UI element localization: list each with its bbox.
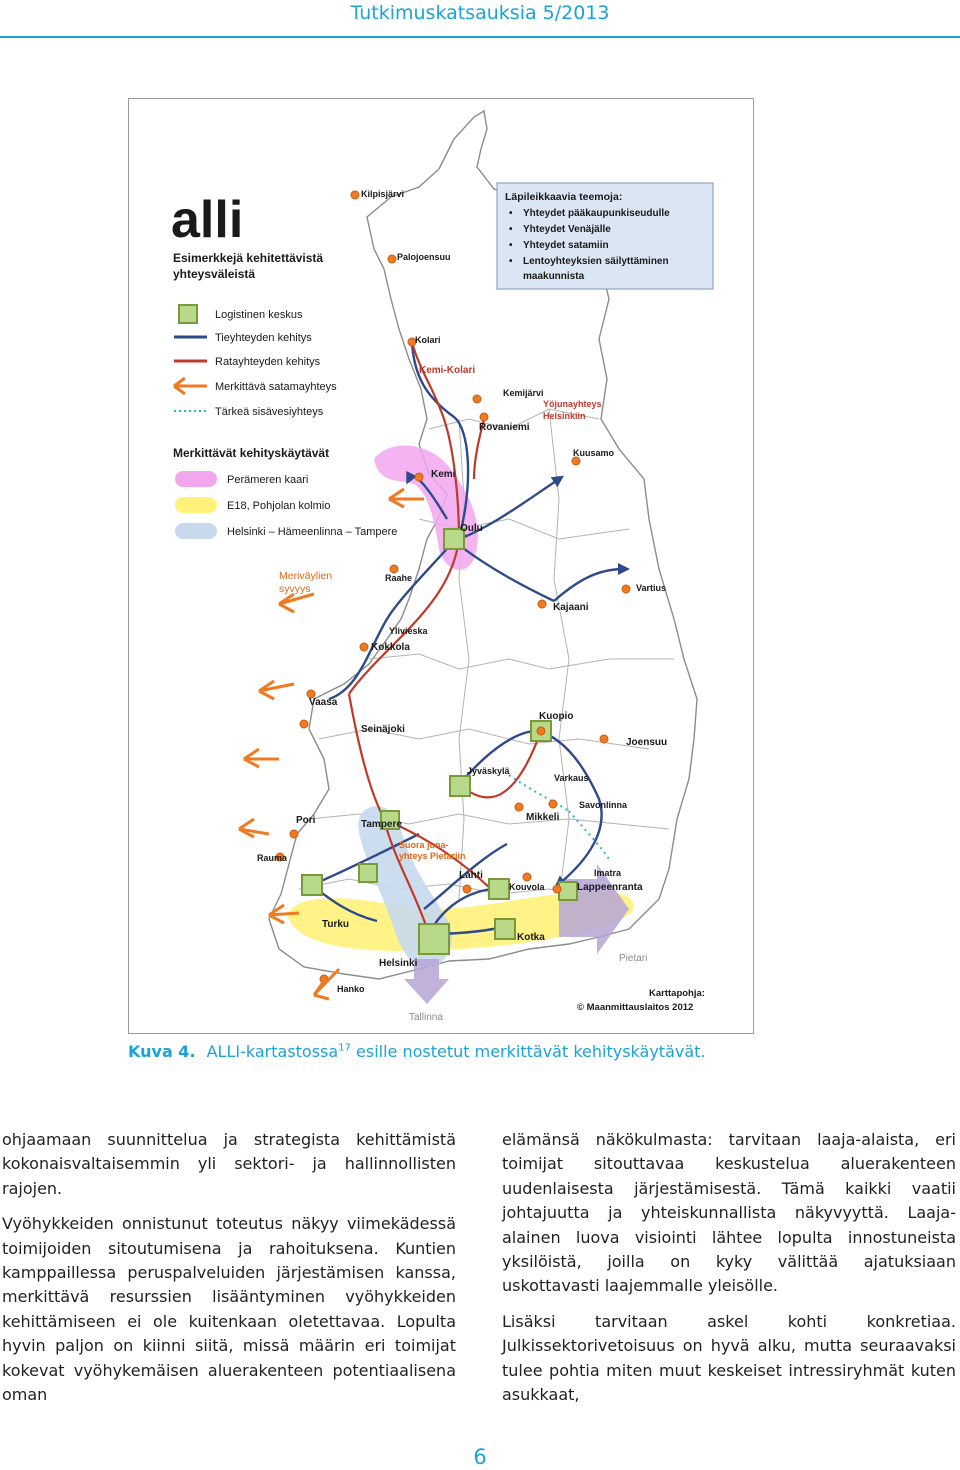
place-label: Kemijärvi xyxy=(503,388,544,398)
place-label: Tallinna xyxy=(409,1012,443,1023)
place-label: Kemi-Kolari xyxy=(419,365,476,376)
place-label: Suora juna- xyxy=(399,840,449,850)
map-credit-line1: Karttapohja: xyxy=(649,988,705,999)
place-label: Imatra xyxy=(594,868,622,878)
corridor-label-hhl: Helsinki – Hämeenlinna – Tampere xyxy=(227,526,398,538)
place-label: Kajaani xyxy=(553,602,589,613)
place-label: Kilpisjärvi xyxy=(361,189,405,199)
crosscutting-item: maakunnista xyxy=(523,271,585,282)
place-label: Pietari xyxy=(619,953,648,964)
place-label: Seinäjoki xyxy=(361,724,405,735)
map-subtitle-line2: yhteysväleistä xyxy=(173,267,256,281)
crosscutting-item: Lentoyhteyksien säilyttäminen xyxy=(523,256,669,267)
crosscutting-bullet: • xyxy=(509,256,513,267)
fairway-depth-label-1: Meriväylien xyxy=(279,570,333,582)
place-label: Kuopio xyxy=(539,711,574,722)
alli-map-figure xyxy=(128,98,754,1034)
place-label: Lahti xyxy=(459,870,483,881)
running-header: Tutkimuskatsauksia 5/2013 xyxy=(350,2,610,24)
place-label: Kokkola xyxy=(371,642,410,653)
place-label: Rovaniemi xyxy=(479,422,530,433)
place-label: Mikkeli xyxy=(526,812,560,823)
place-label: Kuusamo xyxy=(573,448,615,458)
crosscutting-item: Yhteydet satamiin xyxy=(523,240,609,251)
body-paragraph: Lisäksi tarvitaan askel kohti konkretiaa. Julkissektorivetoisuus on hyvä alku, mutta seuraavaksi tulee pohtia miten muut keskeiset intressiryhmät kuten asukkaat, xyxy=(502,1311,956,1405)
place-label: Ylivieska xyxy=(389,626,428,636)
place-label: Kouvola xyxy=(509,882,545,892)
place-label: Hanko xyxy=(337,984,365,994)
body-paragraph: elämänsä näkökulmasta: tarvitaan laaja-alaista, eri toimijat sitouttavaa keskustelua aluerakenteen uudenlaisesta järjestämisestä. Tämä kaikki vaatii johtajuutta ja yhteiskunnallista näkyvyyttä. Laaja-alainen luova visiointi lähtee lopulta innostuneista yksilöistä, joilla on kyky välittää ajatuksiaan uskottavasti laajemmalle yleisölle. xyxy=(502,1130,956,1296)
corridor-label-e18: E18, Pohjolan kolmio xyxy=(227,500,331,512)
port-arrow-icon xyxy=(174,378,207,394)
body-paragraph: ohjaamaan suunnittelua ja strategista kehittämistä kokonaisvaltaisemmin yli sektori- ja hallinnollisten rajojen. xyxy=(2,1130,456,1198)
crosscutting-bullet: • xyxy=(509,208,513,219)
corridor-label-peramere: Perämeren kaari xyxy=(227,474,309,486)
place-label: Kotka xyxy=(517,932,545,943)
map-credit-line2: © Maanmittauslaitos 2012 xyxy=(577,1002,694,1013)
body-paragraph: Vyöhykkeiden onnistunut toteutus näkyy viimekädessä toimijoiden sitoutumisena ja rahoituksena. Kuntien kamppaillessa peruspalveluiden järjestämisen kanssa, merkittävä resurssien lisääntyminen vyöhykkeiden kehittämiseen ei ole kuitenkaan oletettavaa. Lopulta hyvin paljon on kiinni siitä, missä määrin eri toimijat kokevat vyöhykemäisen aluerakenteen potentiaalisena oman xyxy=(2,1214,456,1405)
crosscutting-item: Yhteydet pääkaupunkiseudulle xyxy=(523,208,670,219)
legend-label-road: Tieyhteyden kehitys xyxy=(215,332,312,344)
place-label: Pori xyxy=(296,815,316,826)
place-label: Helsinki xyxy=(379,958,418,969)
caption-text-before: ALLI-kartastossa xyxy=(206,1042,339,1061)
place-label: yhteys Pietariin xyxy=(399,851,466,861)
place-label: Varkaus xyxy=(554,773,589,783)
caption-text-after: esille nostetut merkittävät kehityskäytävät. xyxy=(350,1042,706,1061)
legend-label-rail: Ratayhteyden kehitys xyxy=(215,356,321,368)
place-label: Vaasa xyxy=(309,697,338,708)
corridors-heading: Merkittävät kehityskäytävät xyxy=(173,446,330,460)
place-label: Joensuu xyxy=(626,737,668,748)
place-label: Tampere xyxy=(361,819,402,830)
crosscutting-bullet: • xyxy=(509,224,513,235)
place-label: Turku xyxy=(322,919,350,930)
alli-logo: alli xyxy=(171,191,244,249)
page-number: 6 xyxy=(473,1445,487,1469)
place-label: Kolari xyxy=(415,335,441,345)
place-label: Yöjunayhteys xyxy=(543,399,602,409)
place-label: Raahe xyxy=(385,573,413,583)
logistics-square-icon xyxy=(179,305,197,323)
finland-map-svg xyxy=(129,99,753,1033)
corridor-swatch-peramere xyxy=(175,471,217,487)
place-label: Palojoensuu xyxy=(397,252,451,262)
fairway-depth-label-2: syvyys xyxy=(279,583,311,595)
place-label: Jyväskylä xyxy=(467,766,510,776)
map-subtitle-line1: Esimerkkejä kehitettävistä xyxy=(173,251,324,265)
place-label: Oulu xyxy=(460,523,483,534)
figure-number: Kuva 4. xyxy=(128,1042,196,1061)
crosscutting-item: Yhteydet Venäjälle xyxy=(523,224,611,235)
crosscutting-title: Läpileikkaavia teemoja: xyxy=(505,191,623,203)
corridor-swatch-e18 xyxy=(175,497,217,513)
place-label: Rauma xyxy=(257,853,288,863)
place-label: Savonlinna xyxy=(579,800,628,810)
legend-label-port: Merkittävä satamayhteys xyxy=(215,381,337,393)
crosscutting-bullet: • xyxy=(509,240,513,251)
place-label: Lappeenranta xyxy=(577,882,643,893)
corridor-swatch-hhl xyxy=(175,523,217,539)
place-label: Vartius xyxy=(636,583,667,593)
header-rule xyxy=(0,36,960,38)
place-label: Helsinkiin xyxy=(543,411,586,421)
body-column-left xyxy=(2,1128,456,1418)
figure-caption xyxy=(128,1042,706,1061)
place-label: Kemi xyxy=(431,469,456,480)
legend-label-waterway: Tärkeä sisävesiyhteys xyxy=(215,406,324,418)
legend-label-logistics: Logistinen keskus xyxy=(215,309,303,321)
body-column-right xyxy=(502,1128,956,1418)
footnote-ref[interactable]: 17 xyxy=(338,1042,351,1054)
